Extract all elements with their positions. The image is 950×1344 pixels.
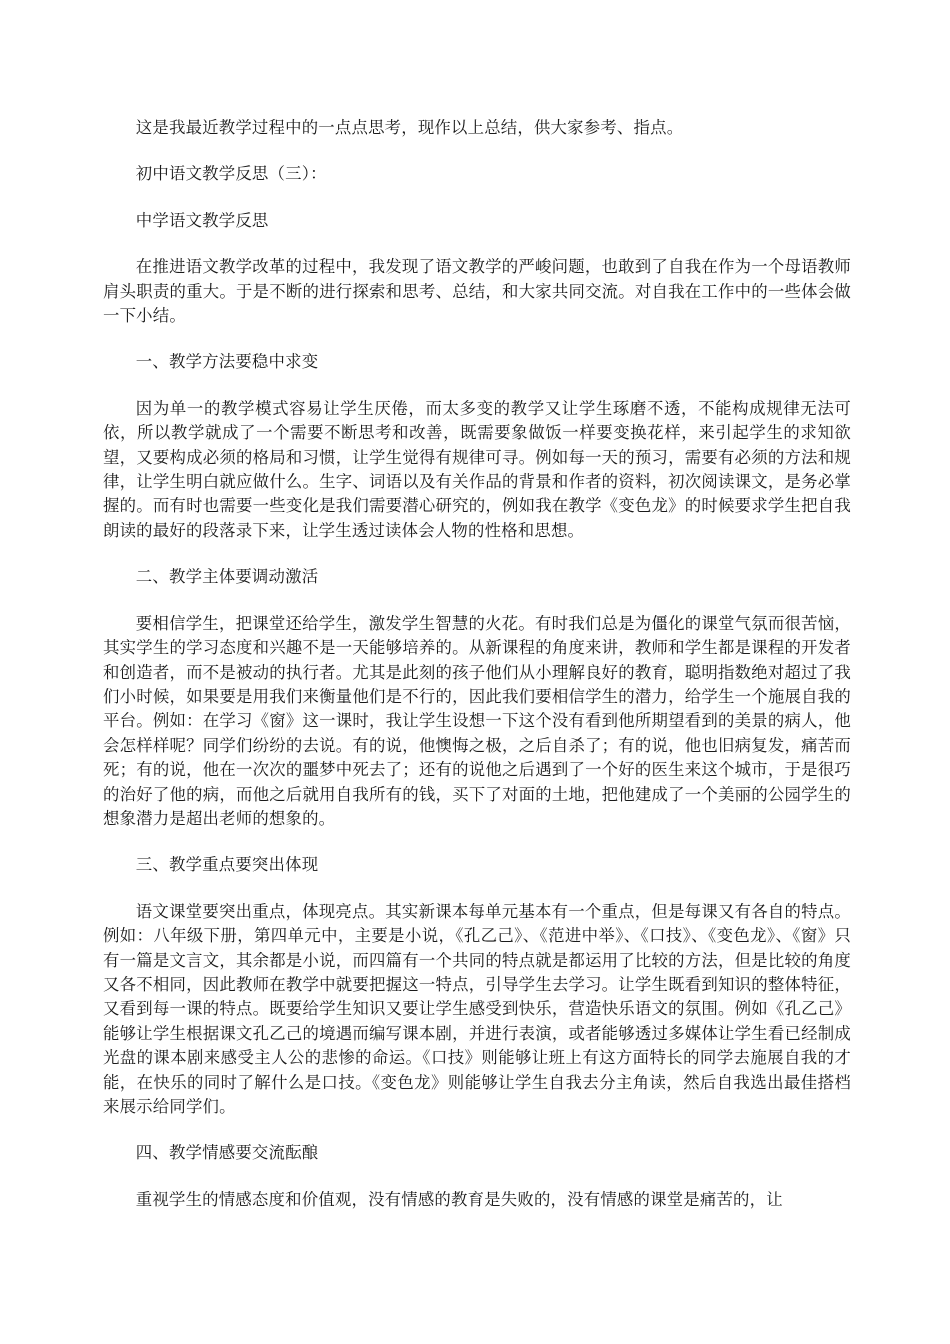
section-title-reflection-3: 初中语文教学反思（三）：: [135, 164, 327, 184]
paragraph-subject: 要相信学生，把课堂还给学生，激发学生智慧的火花。有时我们总是为僵化的课堂气氛而很苦恼，其实学生的学习态度和兴趣不是一天能够培养的。从新课程的角度来讲，教师和学生都是课程的开发者和创造者，而不是被动的执行者。尤其是此刻的孩子他们从小理解良好的教育，聪明指数绝对超过了我们小时候，如果要是用我们来衡量他们是不行的，因此我们要相信学生的潜力，给学生一个施展自我的平台。例如：在学习《窗》这一课时，我让学生设想一下这个没有看到他所期望看到的美景的病人，他会怎样样呢？同学们纷纷的去说。有的说，他懊悔之极，之后自杀了；有的说，他也旧病复发，痛苦而死；有的说，他在一次次的噩梦中死去了；还有的说他之后遇到了一个好的医生来这个城市，于是很巧的治好了他的病，而他之后就用自我所有的钱，买下了对面的土地，把他建成了一个美丽的公园学生的想象潜力是超出老师的想象的。: [103, 613, 851, 828]
heading-method: 一、教学方法要稳中求变: [135, 352, 319, 372]
paragraph-focus: 语文课堂要突出重点，体现亮点。其实新课本每单元基本有一个重点，但是每课又有各自的特点。例如：八年级下册，第四单元中，主要是小说，《孔乙己》、《范进中举》、《口技》、《变色龙》、《窗》只有一篇是文言文，其余都是小说，而四篇有一个共同的特点就是都运用了比较的方法，但是比较的角度又各不相同，因此教师在教学中就要把握这一特点，引导学生去学习。让学生既看到知识的整体特征，又看到每一课的特点。既要给学生知识又要让学生感受到快乐，营造快乐语文的氛围。例如《孔乙己》能够让学生根据课文孔乙己的境遇而编写课本剧，并进行表演，或者能够透过多媒体让学生看已经制成光盘的课本剧来感受主人公的悲惨的命运。《口技》则能够让班上有这方面特长的同学去施展自我的才能，在快乐的同时了解什么是口技。《变色龙》则能够让学生自我去分主角读，然后自我选出最佳搭档来展示给同学们。: [103, 901, 851, 1116]
paragraph-method: 因为单一的教学模式容易让学生厌倦，而太多变的教学又让学生琢磨不透，不能构成规律无法可依，所以教学就成了一个需要不断思考和改善，既需要象做饭一样要变换花样，来引起学生的求知欲望，又要构成必须的格局和习惯，让学生觉得有规律可寻。例如每一天的预习，需要有必须的方法和规律，让学生明白就应做什么。生字、词语以及有关作品的背景和作者的资料，初次阅读课文，是务必掌握的。而有时也需要一些变化是我们需要潜心研究的，例如我在教学《变色龙》的时候要求学生把自我朗读的最好的段落录下来，让学生透过读体会人物的性格和思想。: [103, 398, 851, 540]
heading-emotion: 四、教学情感要交流酝酿: [135, 1143, 319, 1163]
heading-subject: 二、教学主体要调动激活: [135, 567, 319, 587]
article-title: 中学语文教学反思: [135, 210, 269, 230]
document-body: [103, 116, 851, 1234]
heading-focus: 三、教学重点要突出体现: [135, 855, 319, 875]
paragraph-emotion: 重视学生的情感态度和价值观，没有情感的教育是失败的，没有情感的课堂是痛苦的，让: [135, 1189, 783, 1209]
paragraph-closing-note: 这是我最近教学过程中的一点点思考，现作以上总结，供大家参考、指点。: [135, 118, 684, 137]
paragraph-intro: 在推进语文教学改革的过程中，我发现了语文教学的严峻问题，也敢到了自我在作为一个母语教师肩头职责的重大。于是不断的进行探索和思考、总结，和大家共同交流。对自我在工作中的一些体会做一下小结。: [103, 257, 851, 326]
